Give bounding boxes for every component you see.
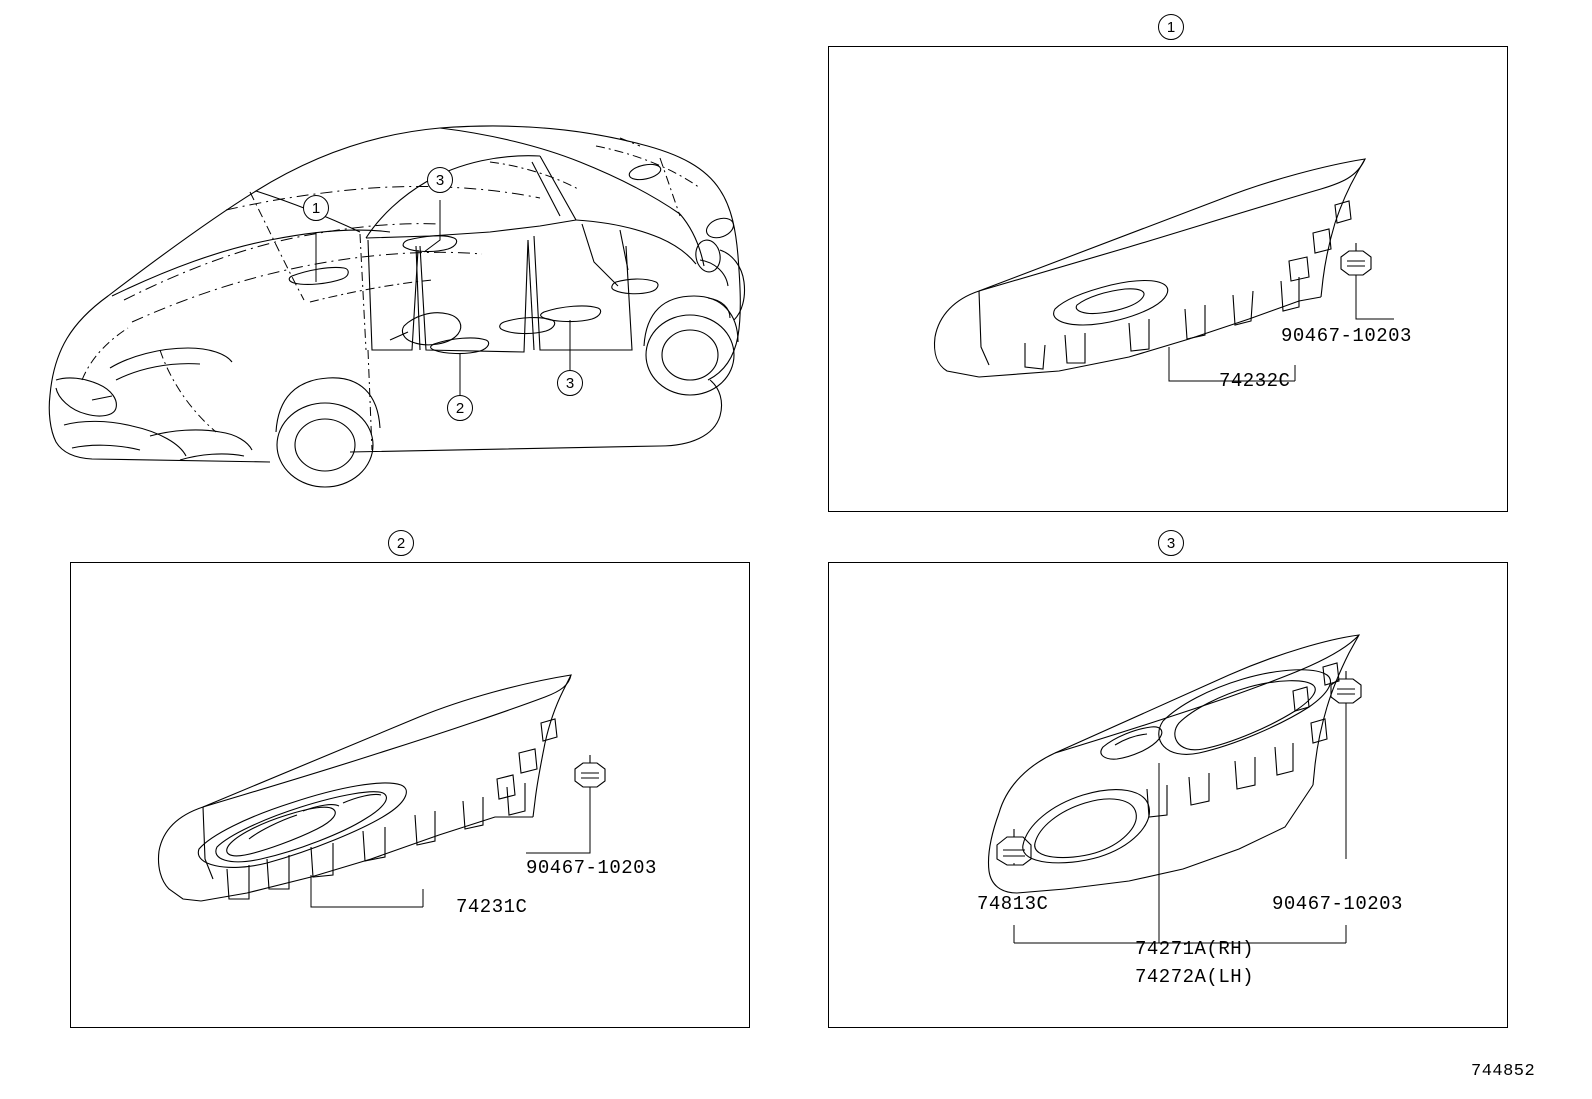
panel-1-box: [828, 46, 1508, 512]
vehicle-marker-1-label: 1: [311, 199, 321, 217]
panel-1-badge: [1158, 14, 1184, 40]
vehicle-marker-1: [303, 195, 329, 221]
cap-icon: [997, 829, 1031, 865]
panel-2-part-90467-text: 90467-10203: [526, 857, 657, 879]
panel-3-badge-label: 3: [1166, 534, 1176, 552]
panel-1-part-90467: [1281, 325, 1412, 347]
diagram-id: [1471, 1062, 1535, 1081]
clip-icon: [1331, 671, 1361, 703]
vehicle-outline-svg: [20, 50, 800, 510]
diagram-id-text: 744852: [1471, 1062, 1536, 1081]
panel-2-part-74231c-text: 74231C: [456, 896, 528, 918]
vehicle-marker-3a: [557, 370, 583, 396]
panel-2-illustration: [71, 563, 749, 1027]
panel-3-part-74271a-text: 74271A(RH): [1135, 938, 1255, 960]
vehicle-marker-3b-label: 3: [435, 171, 445, 189]
panel-2-part-90467: [526, 857, 657, 879]
panel-1-part-74232c: [1219, 370, 1290, 392]
panel-1-badge-label: 1: [1166, 18, 1176, 36]
panel-3-part-74813c-text: 74813C: [977, 893, 1049, 915]
panel-3-part-90467-text: 90467-10203: [1272, 893, 1403, 915]
panel-2-badge-label: 2: [396, 534, 406, 552]
panel-2-box: [70, 562, 750, 1028]
panel-3-box: [828, 562, 1508, 1028]
vehicle-marker-2-label: 2: [455, 399, 465, 417]
panel-2-badge: [388, 530, 414, 556]
panel-1-illustration: [829, 47, 1507, 511]
panel-1-part-74232c-text: 74232C: [1219, 370, 1291, 392]
clip-icon: [575, 755, 605, 787]
vehicle-overview: [20, 50, 800, 510]
panel-3-part-74272a: [1135, 966, 1254, 988]
vehicle-marker-3a-label: 3: [565, 374, 575, 392]
vehicle-marker-3b: [427, 167, 453, 193]
panel-3-part-74813c: [977, 893, 1048, 915]
vehicle-marker-2: [447, 395, 473, 421]
panel-3-badge: [1158, 530, 1184, 556]
clip-icon: [1341, 243, 1371, 275]
panel-1-part-90467-text: 90467-10203: [1281, 325, 1412, 347]
panel-3-part-90467: [1272, 893, 1403, 915]
panel-3-part-74272a-text: 74272A(LH): [1135, 966, 1255, 988]
panel-3-part-74271a: [1135, 938, 1254, 960]
panel-2-part-74231c: [456, 896, 527, 918]
